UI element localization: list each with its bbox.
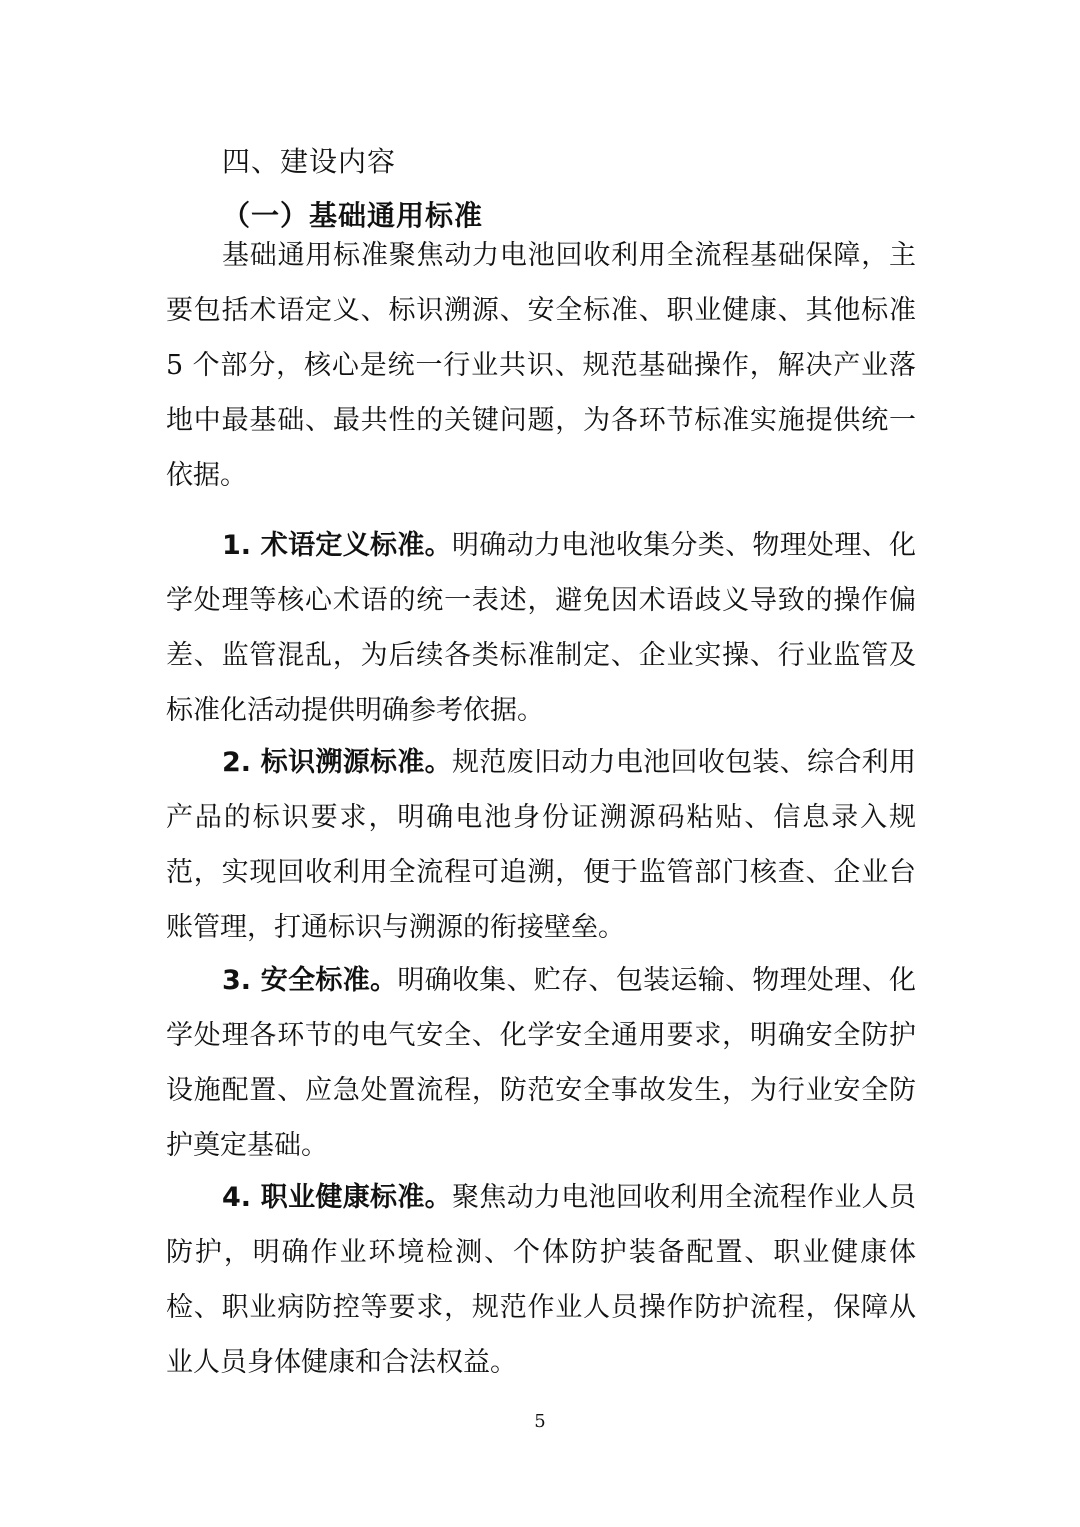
- item-paragraph-occupational-health: [166, 1170, 916, 1390]
- item-lead: 4. 职业健康标准。: [222, 1182, 452, 1213]
- item-lead: 1. 术语定义标准。: [222, 530, 452, 561]
- subsection-heading: （一）基础通用标准: [222, 199, 484, 232]
- item-paragraph-safety: [166, 953, 916, 1173]
- item-paragraph-terminology: [166, 518, 916, 738]
- item-lead: 3. 安全标准。: [222, 965, 398, 996]
- item-lead: 2. 标识溯源标准。: [222, 747, 452, 778]
- item-body: 明确动力电池收集分类、物理处理、化学处理等核心术语的统一表述，避免因术语歧义导致的操作偏差、监管混乱，为后续各类标准制定、企业实操、行业监管及标准化活动提供明确参考依据。: [166, 530, 916, 726]
- item-paragraph-traceability: [166, 735, 916, 955]
- item-body: 聚焦动力电池回收利用全流程作业人员防护，明确作业环境检测、个体防护装备配置、职业健康体检、职业病防控等要求，规范作业人员操作防护流程，保障从业人员身体健康和合法权益。: [166, 1182, 916, 1378]
- section-heading: 四、建设内容: [222, 145, 397, 178]
- item-body: 规范废旧动力电池回收包装、综合利用产品的标识要求，明确电池身份证溯源码粘贴、信息录入规范，实现回收利用全流程可追溯，便于监管部门核查、企业台账管理，打通标识与溯源的衔接壁垒。: [166, 747, 916, 943]
- page-number: 5: [534, 1411, 546, 1432]
- item-body: 明确收集、贮存、包装运输、物理处理、化学处理各环节的电气安全、化学安全通用要求，明确安全防护设施配置、应急处置流程，防范安全事故发生，为行业安全防护奠定基础。: [166, 965, 917, 1161]
- intro-paragraph: 基础通用标准聚焦动力电池回收利用全流程基础保障，主要包括术语定义、标识溯源、安全标准、职业健康、其他标准 5 个部分，核心是统一行业共识、规范基础操作，解决产业落地中最基础、最共性的关键问题，为各环节标准实施提供统一依据。: [166, 240, 916, 491]
